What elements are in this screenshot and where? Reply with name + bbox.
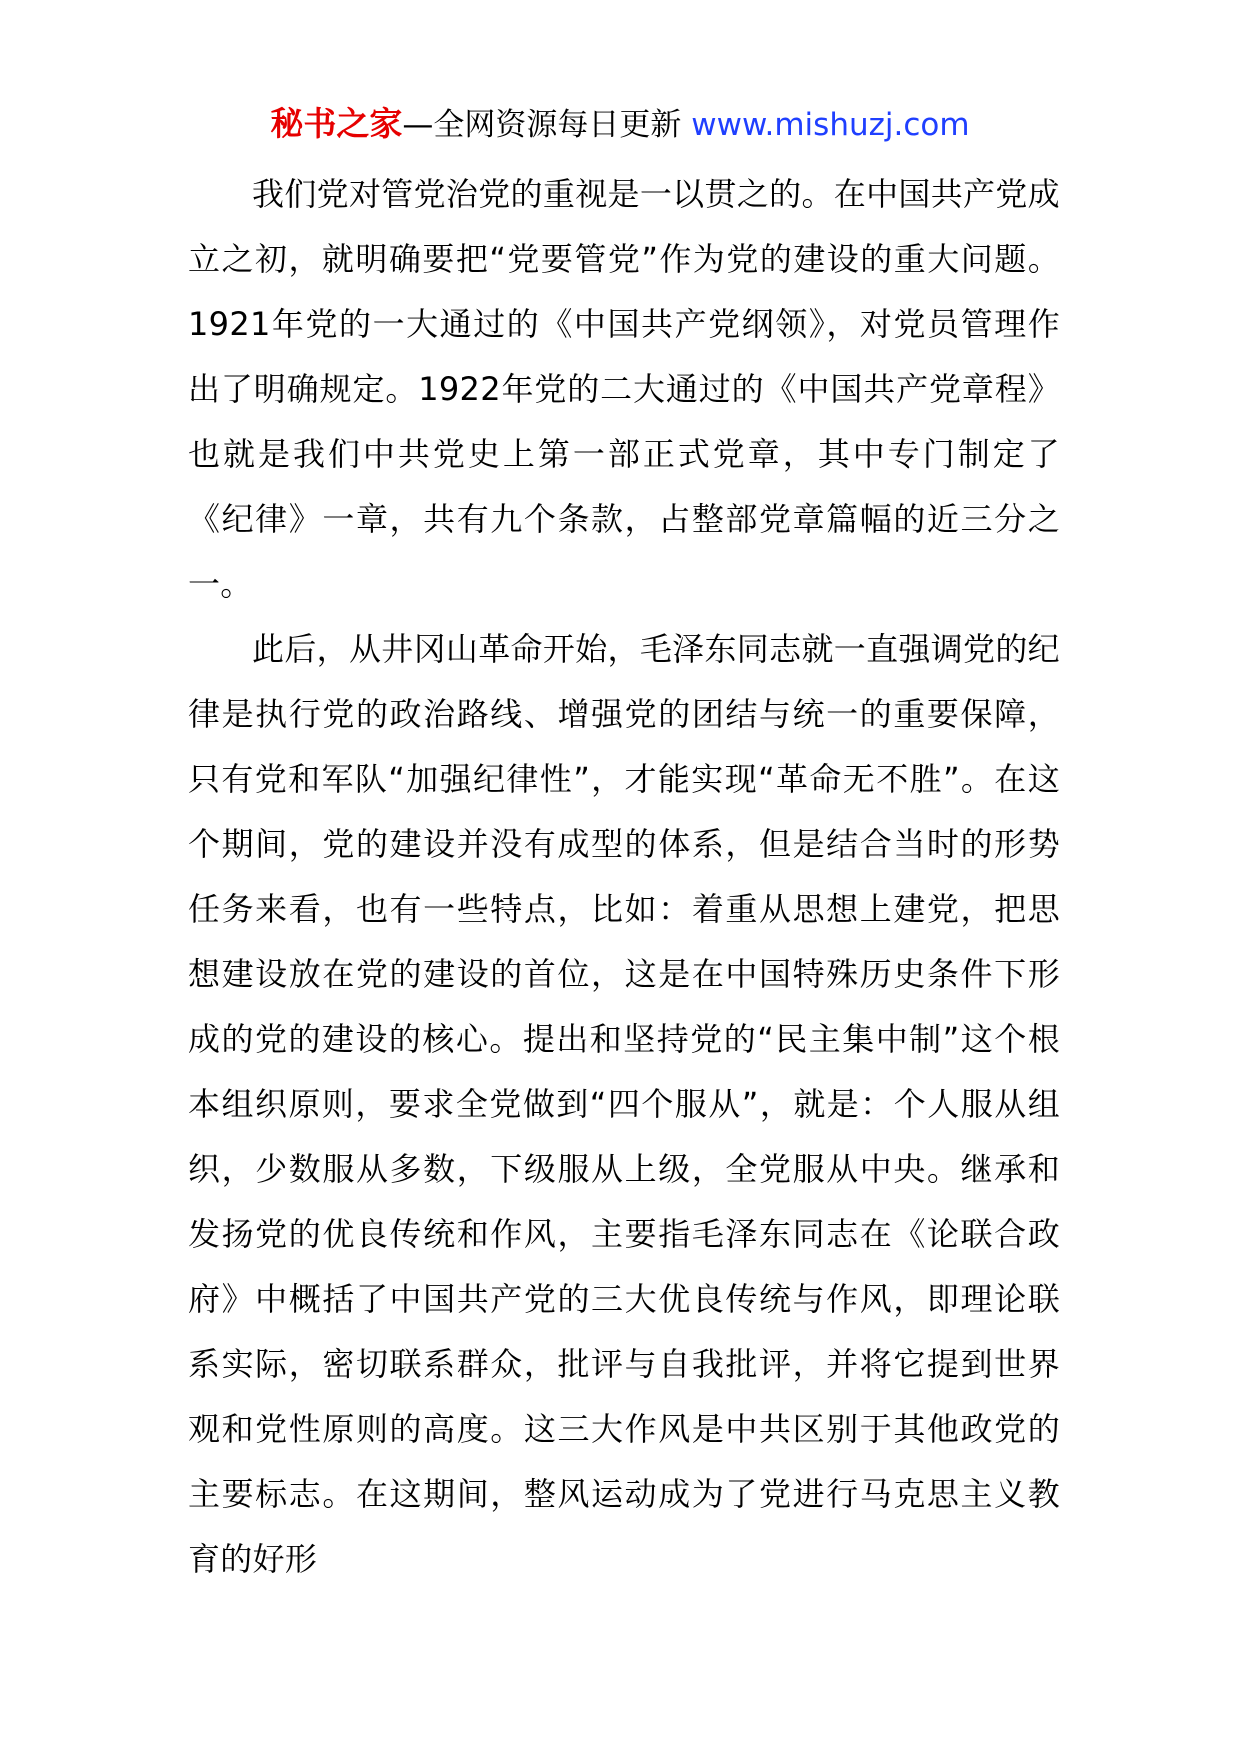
- page-header: [0, 102, 1240, 147]
- document-body: [188, 162, 1060, 1592]
- paragraph-2: 此后，从井冈山革命开始，毛泽东同志就一直强调党的纪律是执行党的政治路线、增强党的团结与统一的重要保障，只有党和军队“加强纪律性”，才能实现“革命无不胜”。在这个期间，党的建设并没有成型的体系，但是结合当时的形势任务来看，也有一些特点，比如：着重从思想上建党，把思想建设放在党的建设的首位，这是在中国特殊历史条件下形成的党的建设的核心。提出和坚持党的“民主集中制”这个根本组织原则，要求全党做到“四个服从”，就是：个人服从组织，少数服从多数，下级服从上级，全党服从中央。继承和发扬党的优良传统和作风，主要指毛泽东同志在《论联合政府》中概括了中国共产党的三大优良传统与作风，即理论联系实际，密切联系群众，批评与自我批评，并将它提到世界观和党性原则的高度。这三大作风是中共区别于其他政党的主要标志。在这期间，整风运动成为了党进行马克思主义教育的好形: [188, 630, 1060, 1578]
- site-url-link[interactable]: www.mishuzj.com: [691, 107, 970, 143]
- brand-name: 秘书之家: [270, 104, 403, 143]
- paragraph-1: 我们党对管党治党的重视是一以贯之的。在中国共产党成立之初，就明确要把“党要管党”作为党的建设的重大问题。1921年党的一大通过的《中国共产党纲领》，对党员管理作出了明确规定。1922年党的二大通过的《中国共产党章程》也就是我们中共党史上第一部正式党章，其中专门制定了《纪律》一章，共有九个条款，占整部党章篇幅的近三分之一。: [188, 175, 1060, 603]
- header-tagline: —全网资源每日更新: [402, 107, 682, 143]
